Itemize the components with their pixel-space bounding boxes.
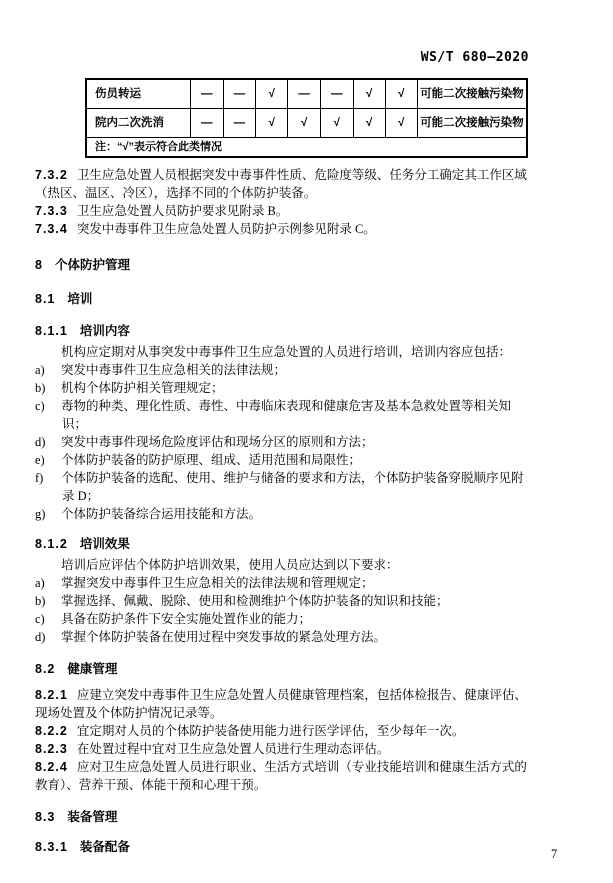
list-item <box>35 628 530 646</box>
item-text: 机构个体防护相关管理规定； <box>61 381 224 395</box>
list-item <box>35 451 530 469</box>
section-number: 8.2 <box>35 662 56 676</box>
list-item <box>35 592 530 610</box>
clause-text: 应建立突发中毒事件卫生应急处置人员健康管理档案，包括体检报告、健康评估、现场处置及个体防护情况记录等。 <box>35 688 527 720</box>
table-cell-mark: — <box>288 79 321 109</box>
list-item <box>35 397 530 433</box>
list-item <box>35 433 530 451</box>
table-note: 注：“√”表示符合此类情况 <box>86 138 527 158</box>
item-text: 具备在防护条件下安全实施处置作业的能力； <box>61 612 312 626</box>
item-letter: c) <box>35 612 45 626</box>
table-cell-mark: √ <box>385 109 417 138</box>
item-letter: a) <box>35 363 45 377</box>
table-row-secondary-decontamination <box>86 109 527 138</box>
table-cell-label: 伤员转运 <box>86 79 190 109</box>
table-cell-mark: — <box>320 79 353 109</box>
clause-number: 7.3.4 <box>35 222 68 236</box>
table-cell-mark: — <box>223 79 256 109</box>
table-cell-mark: — <box>190 79 223 109</box>
section-title: 健康管理 <box>67 662 118 676</box>
section-title: 装备配备 <box>79 840 130 854</box>
table-cell-mark: √ <box>320 109 353 138</box>
clause-8-2-1 <box>35 686 530 722</box>
section-8-1-heading <box>35 290 530 308</box>
section-number: 8 <box>35 258 43 272</box>
section-title: 培训效果 <box>79 537 130 551</box>
section-8-3-heading <box>35 808 530 826</box>
item-text: 掌握突发中毒事件卫生应急相关的法律法规和管理规定； <box>61 576 374 590</box>
section-number: 8.1.1 <box>35 324 68 338</box>
item-letter: d) <box>35 435 46 449</box>
table-cell-mark: √ <box>288 109 321 138</box>
section-8-heading <box>35 256 530 274</box>
table-cell-mark: — <box>190 109 223 138</box>
clause-text: 在处置过程中宜对卫生应急处置人员进行生理动态评估。 <box>76 742 390 756</box>
section-title: 培训 <box>67 292 93 306</box>
item-letter: d) <box>35 630 46 644</box>
section-number: 8.3.1 <box>35 840 68 854</box>
list-item <box>35 379 530 397</box>
item-text: 个体防护装备的防护原理、组成、适用范围和局限性； <box>61 453 362 467</box>
clause-number: 8.2.1 <box>35 688 68 702</box>
list-item <box>35 610 530 628</box>
clause-text: 应对卫生应急处置人员进行职业、生活方式培训（专业技能培训和健康生活方式的教育）、营养干预、体能干预和心理干预。 <box>35 760 527 792</box>
clause-number: 8.2.4 <box>35 760 68 774</box>
section-number: 8.3 <box>35 810 56 824</box>
clause-8-2-2 <box>35 722 530 740</box>
table-row-casualty-transfer <box>86 79 527 109</box>
table-cell-mark: — <box>223 109 256 138</box>
clause-8-2-3 <box>35 740 530 758</box>
section-8-1-1-heading <box>35 322 530 340</box>
table-cell-label: 院内二次洗消 <box>86 109 190 138</box>
protection-table <box>85 78 528 158</box>
effect-intro-paragraph: 培训后应评估个体防护培训效果，使用人员应达到以下要求： <box>61 558 399 572</box>
table-cell-mark: √ <box>256 109 288 138</box>
page-content <box>35 78 530 856</box>
section-number: 8.1.2 <box>35 537 68 551</box>
table-cell-mark: √ <box>256 79 288 109</box>
item-text: 突发中毒事件现场危险度评估和现场分区的原则和方法； <box>61 435 374 449</box>
list-item <box>35 505 530 523</box>
item-text: 个体防护装备综合运用技能和方法。 <box>61 507 262 521</box>
clause-number: 8.2.2 <box>35 724 68 738</box>
item-text: 毒物的种类、理化性质、毒性、中毒临床表现和健康危害及基本急救处置等相关知识； <box>61 399 512 431</box>
clause-text: 卫生应急处置人员防护要求见附录 B。 <box>76 204 289 218</box>
header-doc-code: WS/T 680—2020 <box>420 50 529 65</box>
item-letter: e) <box>35 453 45 467</box>
item-letter: g) <box>35 507 46 521</box>
section-8-1-2-heading <box>35 535 530 553</box>
clause-text: 宜定期对人员的个体防护装备使用能力进行医学评估，至少每年一次。 <box>76 724 465 738</box>
item-letter: c) <box>35 399 45 413</box>
clause-7-3-3 <box>35 202 530 220</box>
item-text: 突发中毒事件卫生应急相关的法律法规； <box>61 363 287 377</box>
section-8-2-heading <box>35 660 530 678</box>
item-text: 掌握选择、佩戴、脱除、使用和检测维护个体防护装备的知识和技能； <box>61 594 449 608</box>
clause-8-2-4 <box>35 758 530 794</box>
item-letter: b) <box>35 381 46 395</box>
list-item <box>35 574 530 592</box>
item-text: 个体防护装备的选配、使用、维护与储备的要求和方法，个体防护装备穿脱顺序见附录 D； <box>61 471 524 503</box>
section-title: 装备管理 <box>67 810 118 824</box>
item-letter: b) <box>35 594 46 608</box>
table-cell-mark: √ <box>353 109 385 138</box>
clause-number: 7.3.3 <box>35 204 68 218</box>
clause-7-3-4 <box>35 220 530 238</box>
list-item <box>35 469 530 505</box>
clause-number: 7.3.2 <box>35 168 68 182</box>
section-8-3-1-heading <box>35 838 530 856</box>
item-letter: f) <box>35 471 44 485</box>
table-cell-remark: 可能二次接触污染物 <box>417 109 527 138</box>
section-title: 培训内容 <box>79 324 130 338</box>
table-cell-mark: √ <box>385 79 417 109</box>
effect-items-list <box>35 574 530 646</box>
table-note-row <box>86 138 527 158</box>
training-items-list <box>35 361 530 523</box>
list-item <box>35 361 530 379</box>
section-number: 8.1 <box>35 292 56 306</box>
clause-7-3-2 <box>35 166 530 202</box>
table-cell-mark: √ <box>353 79 385 109</box>
item-text: 掌握个体防护装备在使用过程中突发事故的紧急处理方法。 <box>61 630 387 644</box>
clause-number: 8.2.3 <box>35 742 68 756</box>
page-number: 7 <box>551 847 558 861</box>
item-letter: a) <box>35 576 45 590</box>
clause-text: 卫生应急处置人员根据突发中毒事件性质、危险度等级、任务分工确定其工作区域（热区、温区、冷区），选择不同的个体防护装备。 <box>35 168 527 200</box>
training-intro-paragraph: 机构应定期对从事突发中毒事件卫生应急处置的人员进行培训，培训内容应包括： <box>61 345 512 359</box>
table-cell-remark: 可能二次接触污染物 <box>417 79 527 109</box>
clause-text: 突发中毒事件卫生应急处置人员防护示例参见附录 C。 <box>76 222 376 236</box>
section-title: 个体防护管理 <box>54 258 130 272</box>
